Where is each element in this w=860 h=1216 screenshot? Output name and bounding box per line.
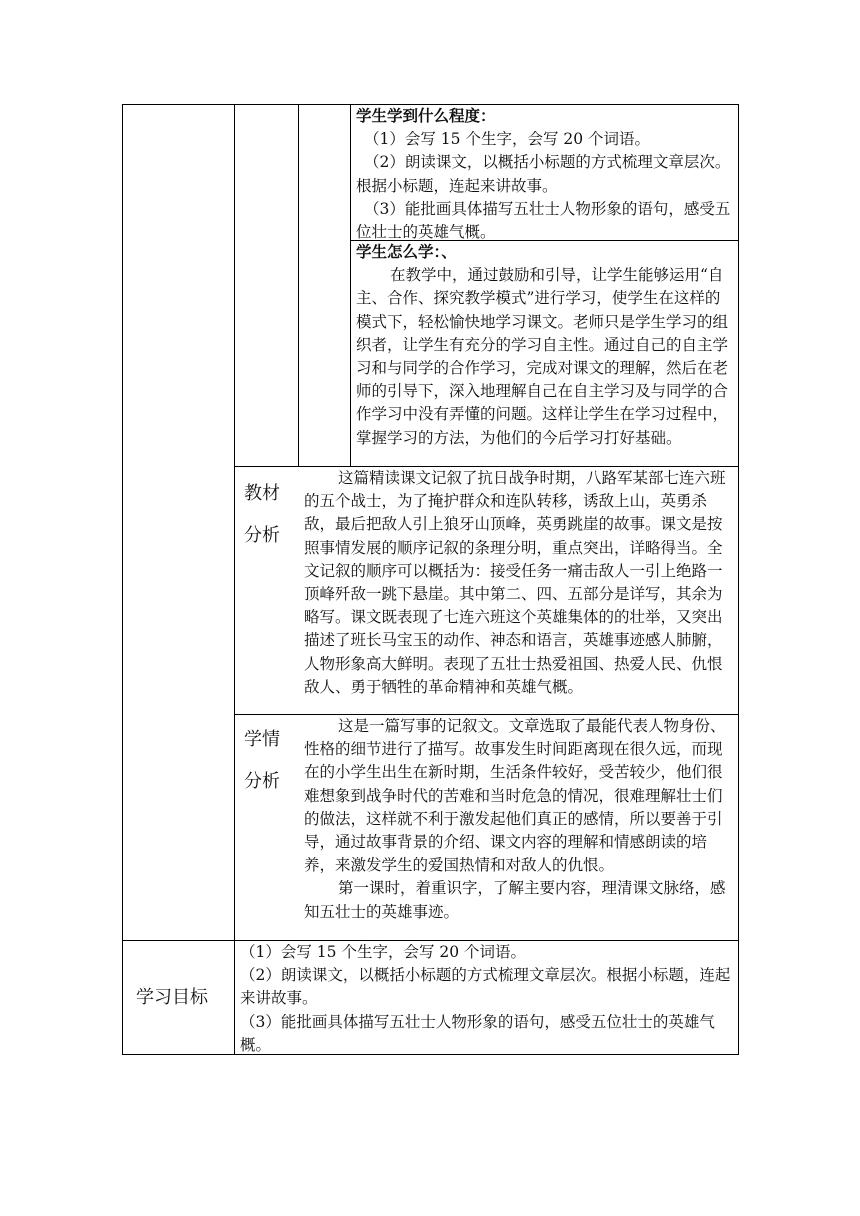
learning-objectives-label: 学习目标 <box>136 987 208 1008</box>
objective-item: （1）会写 15 个生字，会写 20 个词语。 <box>240 943 527 961</box>
table-border-col1 <box>234 104 235 1054</box>
student-degree-heading: 学生学到什么程度： <box>356 107 496 125</box>
learner-label-line1: 学情 <box>244 729 280 750</box>
textbook-label-line2: 分析 <box>244 525 280 546</box>
learner-label-line2: 分析 <box>244 771 280 792</box>
student-degree-item: （3）能批画具体描写五壮士人物形象的语句，感受五位壮士的英雄气概。 <box>356 199 731 242</box>
student-degree-cell <box>356 105 734 244</box>
textbook-analysis-cell <box>304 467 734 699</box>
learner-analysis-cell <box>304 715 734 924</box>
student-method-heading: 学生怎么学：、 <box>356 243 457 261</box>
objective-item: （3）能批画具体描写五壮士人物形象的语句，感受五位壮士的英雄气概。 <box>240 1012 715 1054</box>
table-border-left <box>122 104 123 1054</box>
table-border-col3 <box>350 104 351 466</box>
learning-objectives-cell <box>240 941 734 1057</box>
learner-analysis-text: 第一课时，着重识字，了解主要内容，理清课文脉络，感知五壮士的英雄事迹。 <box>304 879 726 921</box>
table-border-col2 <box>298 104 299 466</box>
learner-analysis-label <box>244 728 280 794</box>
textbook-analysis-text: 这篇精读课文记叙了抗日战争时期，八路军某部七连六班的五个战士，为了掩护群众和连队转移，诱敌上山，英勇杀敌，最后把敌人引上狼牙山顶峰，英勇跳崖的故事。课文是按照事情发展的顺序记叙的条理分明，重点突出，详略得当。全文记叙的顺序可以概括为：接受任务一痛击敌人一引上绝路一顶峰歼敌一跳下悬崖。其中第二、四、五部分是详写，其余为略写。课文既表现了七连六班这个英雄集体的的壮举，又突出描述了班长马宝玉的动作、神态和语言，英雄事迹感人肺腑，人物形象高大鲜明。表现了五壮士热爱祖国、热爱人民、仇恨敌人、勇于牺牲的革命精神和英雄气概。 <box>304 469 726 696</box>
student-degree-item: （1）会写 15 个生字，会写 20 个词语。 <box>364 130 651 149</box>
textbook-analysis-label <box>244 482 280 548</box>
objective-item: （2）朗读课文，以概括小标题的方式梳理文章层次。根据小标题，连起来讲故事。 <box>240 966 731 1008</box>
student-method-text: 在教学中，通过鼓励和引导，让学生能够运用“自主、合作、探究教学模式”进行学习，使学生在这样的模式下，轻松愉快地学习课文。老师只是学生学习的组织者，让学生有充分的学习自主性。通过自己的自主学习和与同学的合作学习，完成对课文的理解，然后在老师的引导下，深入地理解自己在自主学习及与同学的合作学习中没有弄懂的问题。这样让学生在学习过程中，掌握学习的方法，为他们的今后学习打好基础。 <box>356 266 729 447</box>
learner-analysis-text: 这是一篇写事的记叙文。文章选取了最能代表人物身份、性格的细节进行了描写。故事发生时间距离现在很久远，而现在的小学生出生在新时期，生活条件较好，受苦较少，他们很难想象到战争时代的苦难和当时危急的情况，很难理解壮士们的做法，这样就不利于激发起他们真正的感情，所以要善于引导，通过故事背景的介绍、课文内容的理解和情感朗读的培养，来激发学生的爱国热情和对敌人的仇恨。 <box>304 717 726 875</box>
textbook-label-line1: 教材 <box>244 483 280 504</box>
student-degree-item: （2）朗读课文，以概括小标题的方式梳理文章层次。根据小标题，连起来讲故事。 <box>356 153 731 195</box>
table-border-right <box>738 104 739 1054</box>
student-method-cell <box>356 241 734 450</box>
